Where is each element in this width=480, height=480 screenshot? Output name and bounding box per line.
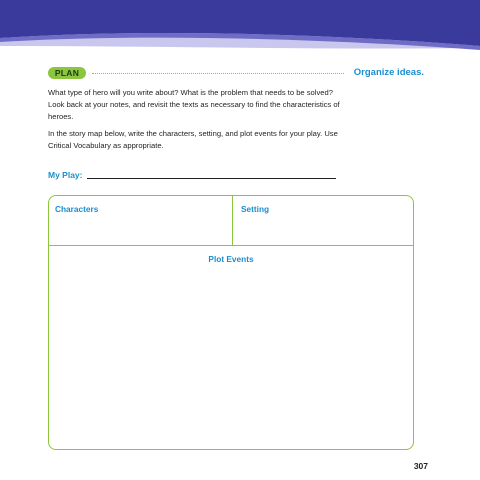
plan-dotted-rule [92, 73, 344, 74]
plan-row [48, 67, 424, 81]
my-play-input-line[interactable] [87, 178, 336, 179]
setting-label: Setting [241, 204, 270, 214]
story-map-row-divider [49, 245, 413, 246]
instruction-paragraph-1: What type of hero will you write about? What is the problem that needs to be solved? Look back at your notes, and revisit the texts as necessary to find the characteristics of heroes. [48, 88, 340, 122]
instruction-paragraph-2: In the story map below, write the characters, setting, and plot events for your play. Use Critical Vocabulary as appropriate. [48, 129, 338, 151]
my-play-label: My Play: [48, 170, 83, 180]
plot-events-label: Plot Events [208, 254, 254, 264]
organize-ideas-tagline: Organize ideas. [353, 67, 424, 78]
header-banner [0, 0, 480, 60]
characters-label: Characters [55, 204, 99, 214]
story-map-column-divider [232, 196, 233, 245]
plan-badge: PLAN [48, 67, 86, 79]
story-map [48, 195, 414, 450]
page-number: 307 [413, 461, 428, 471]
